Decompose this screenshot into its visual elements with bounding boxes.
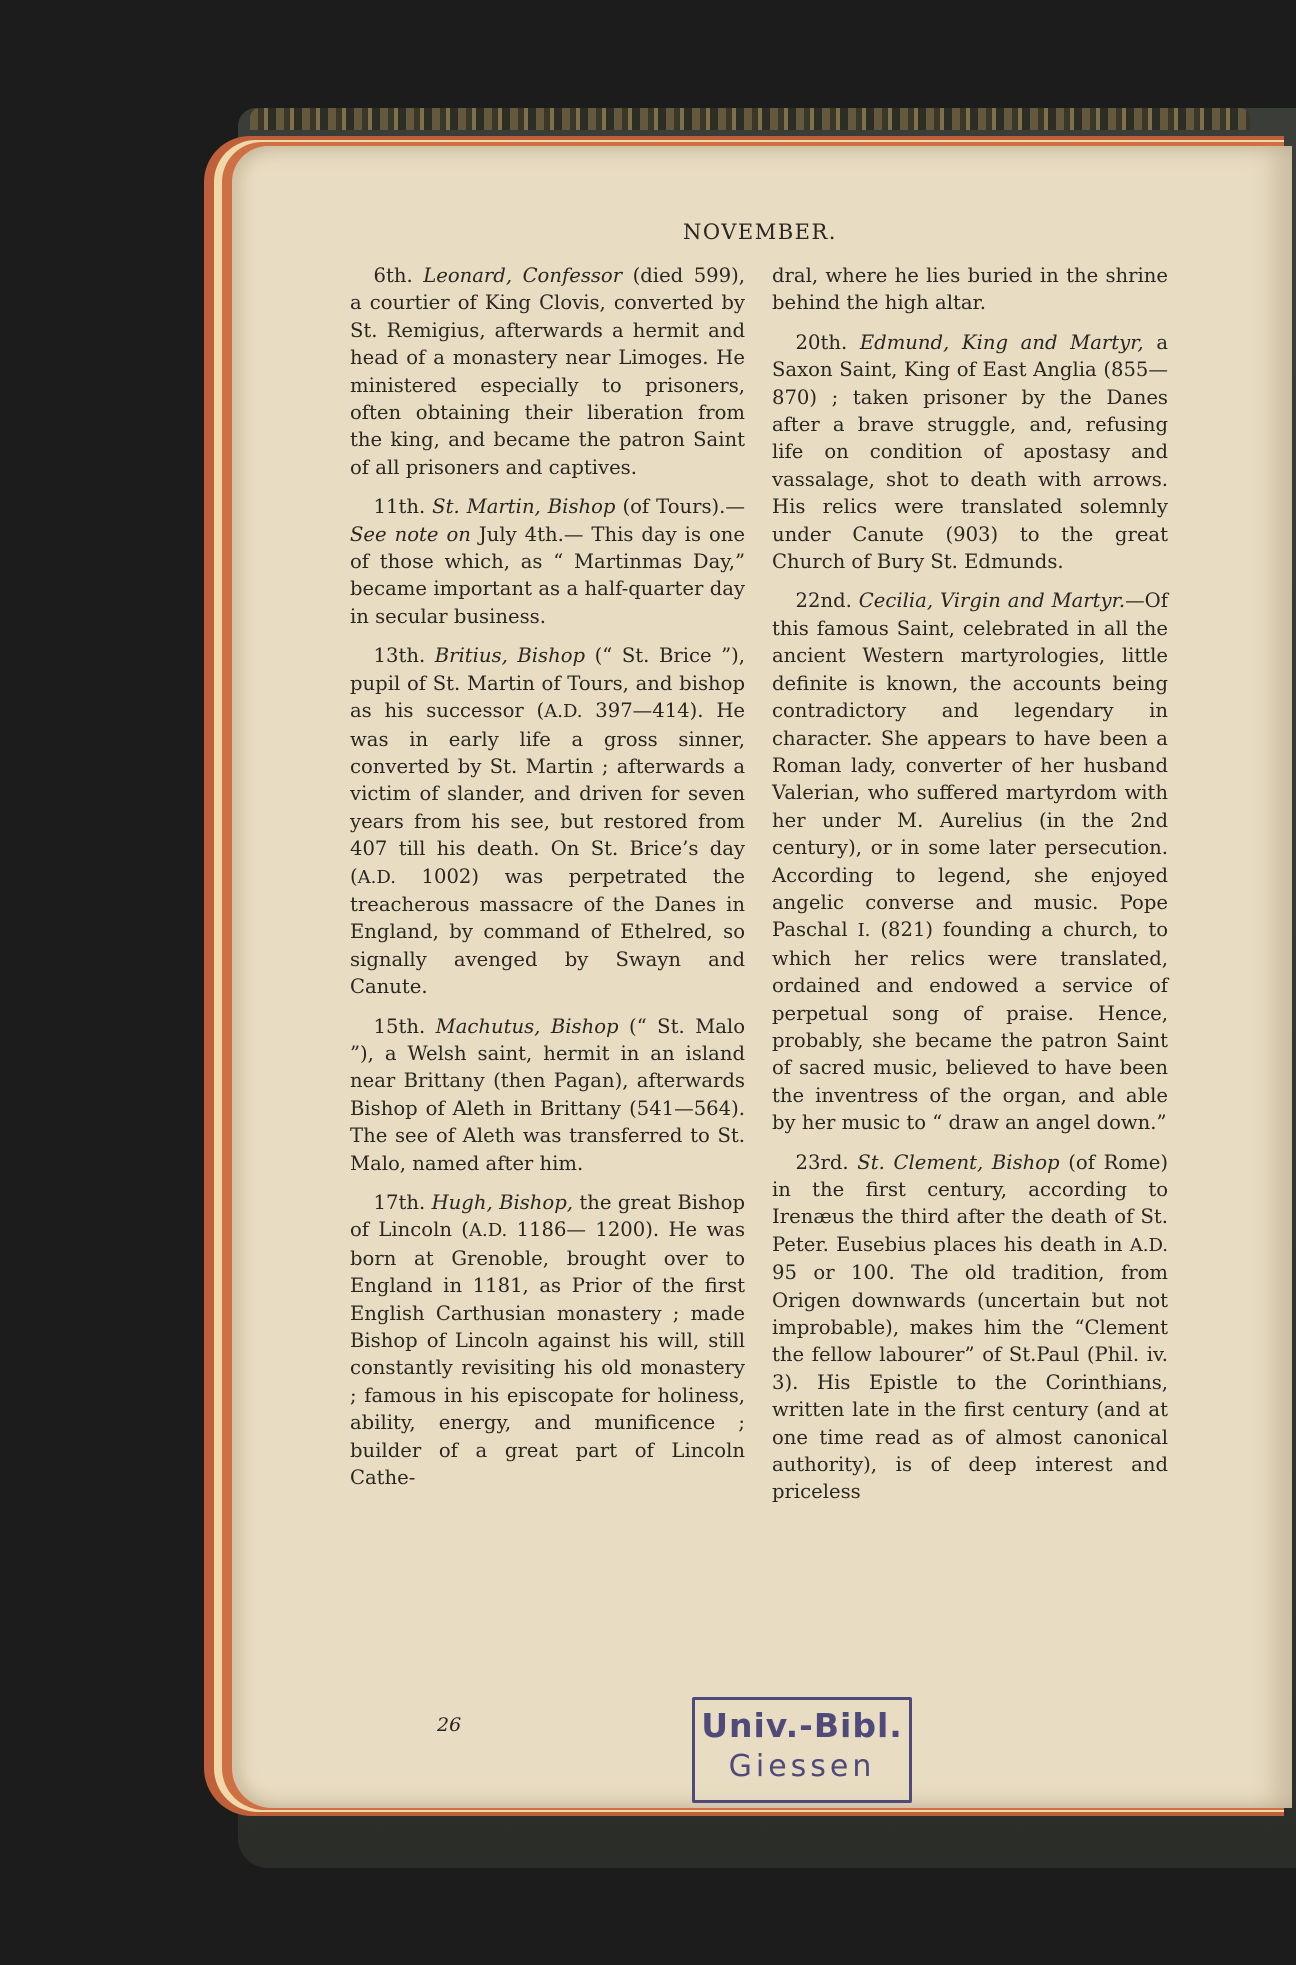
page-header: NOVEMBER. [683,220,837,244]
entry-leonard: 6th. Leonard, Confessor (died 599), a courtier of King Clovis, converted by St. Remigius, afterwards a hermit and head of a monastery near Limoges. He ministered especially to prisoners, often obtaining their liberation from the king, and became the patron Saint of all prisoners and captives. [350,264,745,479]
library-stamp [692,1697,912,1803]
left-column [350,262,745,1503]
entry-edmund: 20th. Edmund, King and Martyr, a Saxon Saint, King of East Anglia (855—870) ; taken prisoner by the Danes after a brave struggle, and, refusing life on condition of apostasy and vassalage, shot to death with arrows. His relics were translated solemnly under Canute (903) to the great Church of Bury St. Edmunds. [772,330,1168,574]
entry-britius: 13th. Britius, Bishop (“ St. Brice ”), pupil of St. Martin of Tours, and bishop as his successor (A.D. 397—414). He was in early life a gross sinner, converted by St. Martin ; afterwards a victim of slander, and driven for seven years from his see, but restored from 407 till his death. On St. Brice’s day (A.D. 1002) was perpetrated the treacherous massacre of the Danes in England, by command of Ethelred, so signally avenged by Swayn and Canute. [350,644,746,999]
cover-top-edge [250,108,1250,130]
entry-clement: 23rd. St. Clement, Bishop (of Rome) in the first century, according to Irenæus the third after the death of St. Peter. Eusebius places his death in A.D. 95 or 100. The old tradition, from Origen downwards (uncertain but not improbable), makes him the “Clement the fellow labourer” of St.Paul (Phil. iv. 3). His Epistle to the Corinthians, written late in the first century (and at one time read as of almost canonical authority), is of deep interest and priceless [772,1150,1168,1504]
entry-hugh: 17th. Hugh, Bishop, the great Bishop of Lincoln (A.D. 1186— 1200). He was born at Grenoble, brought over to England in 1181, as Prior of the first English Carthusian monastery ; made Bishop of Lincoln against his will, still constantly revisiting his old monastery ; famous in his episcopate for holiness, ability, energy, and munificence ; builder of a great part of Lincoln Cathe- [350,1191,746,1490]
entry-cecilia: 22nd. Cecilia, Virgin and Martyr.—Of this famous Saint, celebrated in all the ancient Western martyrologies, little definite is known, the accounts being contradictory and legendary in character. She appears to have been a Roman lady, converter of her husband Valerian, who suffered martyrdom with her under M. Aurelius (in the 2nd century), or in some later persecution. According to legend, she enjoyed angelic converse and music. Pope Paschal I. (821) founding a church, to which her relics were translated, ordained and endowed a service of perpetual song of praise. Hence, probably, she became the patron Saint of sacred music, believed to have been the inventress of the organ, and able by her music to “ draw an angel down.” [772,589,1168,1135]
stamp-line-1: Univ.-Bibl. [701,1706,903,1745]
entry-hugh-continued: dral, where he lies buried in the shrine behind the high altar. [772,264,1168,315]
stamp-line-2: Giessen [728,1749,876,1784]
entry-machutus: 15th. Machutus, Bishop (“ St. Malo ”), a Welsh saint, hermit in an island near Brittany (then Pagan), afterwards Bishop of Aleth in Brittany (541—564). The see of Aleth was transferred to St. Malo, named after him. [350,1014,746,1175]
entry-martin: 11th. St. Martin, Bishop (of Tours).—See note on July 4th.— This day is one of those which, as “ Martinmas Day,” became important as a half-quarter day in secular business. [350,495,745,628]
page-number: 26 [437,1714,462,1736]
right-column [772,262,1168,1518]
